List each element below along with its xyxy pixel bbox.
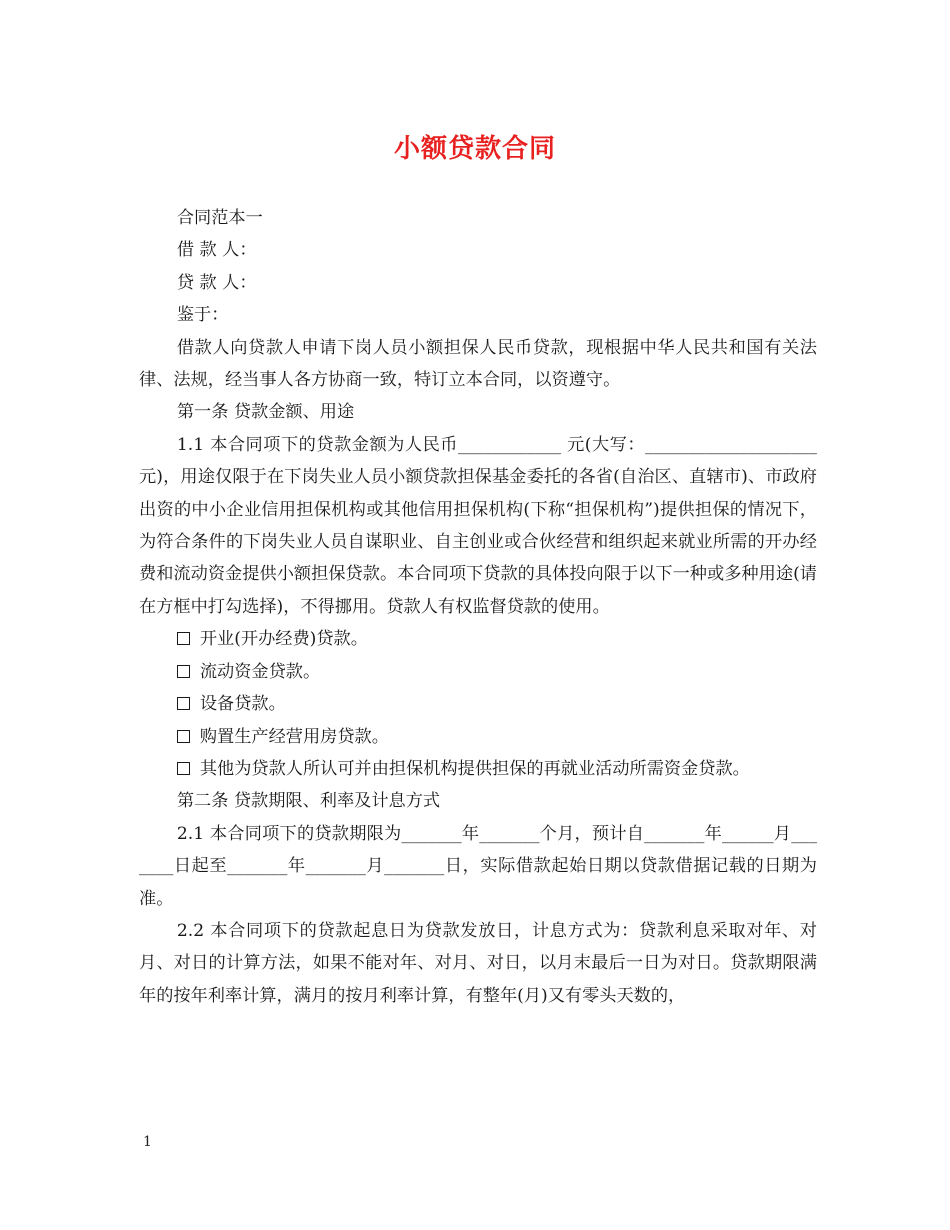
clause-2-1: 2.1 本合同项下的贷款期限为_______年_______个月，预计自_______年______月_______日起至_______年_______月_______日，实际借款起始日期以贷款借据记载的日期为准。 xyxy=(139,823,817,909)
clause-1-1: 1.1 本合同项下的贷款金额为人民币____________ 元(大写：____________________ 元)，用途仅限于在下岗失业人员小额贷款担保基金委托的各省(自治区、直辖市)、市政府出资的中小企业信用担保机构或其他信用担保机构(下称“担保机构”)提供担保的情况下，为符合条件的下岗失业人员自谋职业、自主创业或合伙经营和组织起来就业所需的开办经费和流动资金提供小额担保贷款。本合同项下贷款的具体投向限于以下一种或多种用途(请在方框中打勾选择)，不得挪用。贷款人有权监督贷款的使用。 xyxy=(139,434,817,617)
document-body xyxy=(139,202,817,1012)
checkbox-icon[interactable] xyxy=(177,665,190,678)
checkbox-icon[interactable] xyxy=(177,730,190,743)
paragraph-lender: 贷 款 人： xyxy=(176,272,257,293)
option-label: 购置生产经营用房贷款。 xyxy=(199,726,389,747)
checkbox-icon[interactable] xyxy=(177,632,190,645)
option-item xyxy=(139,623,817,655)
option-label: 其他为贷款人所认可并由担保机构提供担保的再就业活动所需资金贷款。 xyxy=(199,758,750,779)
page-number: 1 xyxy=(143,1134,152,1150)
option-label: 流动资金贷款。 xyxy=(199,661,321,682)
clause-2-2: 2.2 本合同项下的贷款起息日为贷款发放日，计息方式为：贷款利息采取对年、对月、对日的计算方法，如果不能对年、对月、对日，以月末最后一日为对日。贷款期限满年的按年利率计算，满月的按月利率计算，有整年(月)又有零头天数的， xyxy=(139,920,817,1006)
article-1-heading: 第一条 贷款金额、用途 xyxy=(176,402,355,423)
option-item xyxy=(139,753,817,785)
paragraph-borrower: 借 款 人： xyxy=(176,240,257,261)
paragraph-template-label: 合同范本一 xyxy=(176,208,263,228)
option-item xyxy=(139,656,817,688)
document-title: 小额贷款合同 xyxy=(393,134,556,164)
option-item xyxy=(139,721,817,753)
option-label: 设备贷款。 xyxy=(199,694,286,715)
article-2-heading: 第二条 贷款期限、利率及计息方式 xyxy=(176,791,441,812)
paragraph-preamble: 借款人向贷款人申请下岗人员小额担保人民币贷款，现根据中华人民共和国有关法律、法规，经当事人各方协商一致，特订立本合同，以资遵守。 xyxy=(139,337,817,391)
option-label: 开业(开办经费)贷款。 xyxy=(199,629,368,650)
checkbox-icon[interactable] xyxy=(177,762,190,775)
paragraph-whereas: 鉴于： xyxy=(176,305,229,326)
option-item xyxy=(139,688,817,720)
checkbox-icon[interactable] xyxy=(177,697,190,710)
